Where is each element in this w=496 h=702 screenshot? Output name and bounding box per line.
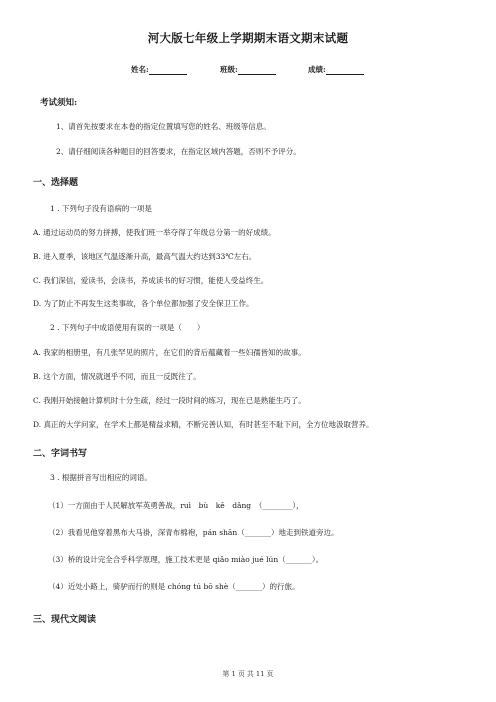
notice-item: 2、请仔细阅读各种题目的回答要求，在指定区域内答题，否则不予评分。	[56, 147, 301, 156]
notice-item: 1、请首先按要求在本卷的指定位置填写您的姓名、班级等信息。	[56, 122, 271, 131]
section-heading-choice: 一、选择题	[33, 178, 79, 188]
question-3-item-4: （4）近处小路上，骑驴而行的则是 chóng tú bō shè（_______）的行旅。	[48, 582, 300, 591]
class-label: 班级:	[220, 65, 238, 74]
section-heading-reading: 三、现代文阅读	[33, 615, 97, 625]
question-2-option-d: D. 真正的大学问家，在学术上都是精益求精，不断完善认知，有时甚至不耻下问，全方位地汲取营养。	[33, 420, 374, 429]
question-1-stem: 1 . 下列句子没有语病的一项是	[50, 204, 152, 213]
question-2-stem: 2 . 下列句子中成语使用有误的一项是（ ）	[50, 323, 205, 332]
score-blank	[326, 66, 364, 75]
question-3-item-2: （2）我看见他穿着黑布大马褂，深青布棉袍，pán shān（_______）地走到铁道旁边。	[48, 528, 339, 537]
name-field	[131, 64, 187, 75]
page-footer: 第 1 页 共 11 页	[222, 670, 274, 678]
question-2-option-c: C. 我刚开始接触计算机时十分生疏，经过一段时间的练习，现在已是熟能生巧了。	[33, 396, 306, 405]
question-1-option-b: B. 进入夏季，该地区气温逐渐升高，最高气温大约达到33℃左右。	[33, 252, 257, 261]
notice-heading: 考试须知:	[40, 98, 78, 108]
question-2-option-a: A. 我家的相册里，有几张罕见的照片，在它们的背后蕴藏着一些妇孺皆知的故事。	[33, 348, 306, 357]
question-3-item-3: （3）桥的设计完全合乎科学原理，施工技术更是 qiǎo miào jué lún（_______）。	[48, 555, 324, 564]
question-2-option-b: B. 这个方面，情况就迥乎不同，而且一反既往了。	[33, 372, 201, 381]
section-heading-vocab: 二、字词书写	[33, 449, 88, 459]
question-1-option-a: A. 通过运动员的努力拼搏，使我们班一举夺得了年级总分第一的好成绩。	[33, 228, 276, 237]
class-blank	[238, 66, 276, 75]
class-field	[220, 64, 276, 75]
name-blank	[149, 66, 187, 75]
name-label: 姓名:	[131, 65, 149, 74]
question-3-stem: 3 . 根据拼音写出相应的词语。	[50, 473, 152, 482]
score-label: 成绩:	[308, 65, 326, 74]
question-1-option-c: C. 我们深信，爱读书，会读书，养成读书的好习惯，能使人受益终生。	[33, 276, 269, 285]
question-3-item-1: （1）一方面由于人民解放军英勇善战，ruì bù kě dǎng （________），	[48, 501, 304, 510]
question-1-option-d: D. 为了防止不再发生这类事故，各个单位都加强了安全保卫工作。	[33, 299, 254, 308]
score-field	[308, 64, 364, 75]
document-title: 河大版七年级上学期期末语文期末试题	[147, 31, 349, 45]
